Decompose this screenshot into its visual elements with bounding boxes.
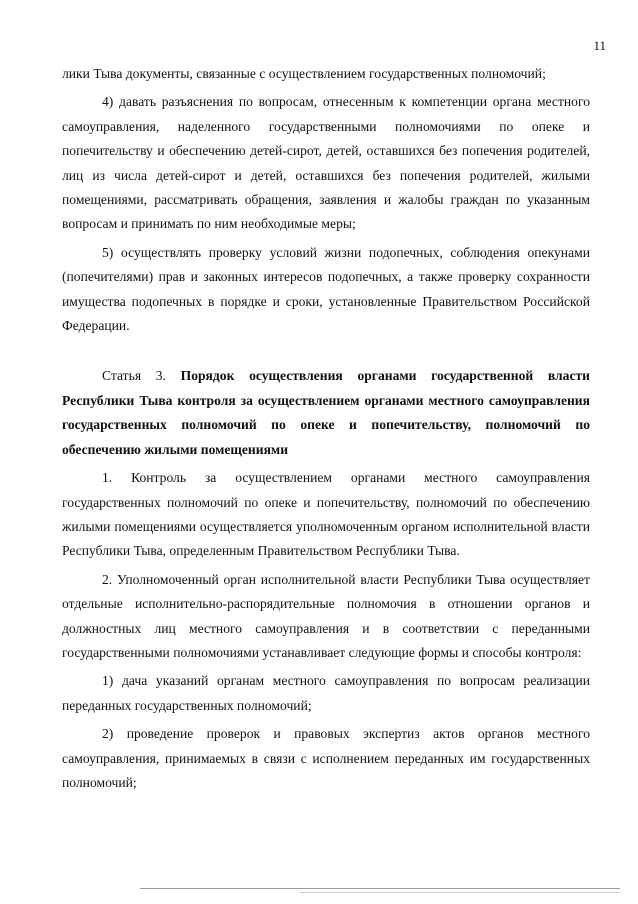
document-body (62, 62, 590, 795)
paragraph-subitem-1: 1) дача указаний органам местного самоуправления по вопросам реализации переданных государственных полномочий; (62, 673, 590, 713)
paragraph-clause-2: 2. Уполномоченный орган исполнительной власти Республики Тыва осуществляет отдельные исполнительно-распорядительные полномочия в отношении органов и должностных лиц местного самоуправления и в соответствии с переданными государственными полномочиями устанавливает следующие формы и способы контроля: (62, 571, 590, 660)
article-title: Порядок осуществления органами государственной власти Республики Тыва контроля за осуществлением органами местного самоуправления государственных полномочий по опеке и попечительству, полномочий по обеспечению жилыми помещениями (62, 368, 591, 457)
page-number: 11 (593, 38, 606, 53)
paragraph-clause-1: 1. Контроль за осуществлением органами местного самоуправления государственных полномочий по опеке и попечительству, полномочий по обеспечению жилыми помещениями осуществляется уполномоченным органом исполнительной власти Республики Тыва, определенным Правительством Республики Тыва. (62, 470, 590, 559)
scan-edge-line-secondary (300, 892, 620, 893)
scan-edge-line (140, 888, 620, 889)
paragraph-continuation: лики Тыва документы, связанные с осуществлением государственных полномочий; (62, 66, 546, 81)
paragraph-item-5: 5) осуществлять проверку условий жизни подопечных, соблюдения опекунами (попечителями) прав и законных интересов подопечных, а также проверку сохранности имущества подопечных в порядке и сроки, установленные Правительством Российской Федерации. (62, 244, 590, 334)
paragraph-subitem-2: 2) проведение проверок и правовых экспертиз актов органов местного самоуправления, принимаемых в связи с исполнением переданных им государственных полномочий; (62, 726, 590, 790)
article-heading (62, 364, 590, 462)
paragraph-item-4: 4) давать разъяснения по вопросам, отнесенным к компетенции органа местного самоуправления, наделенного государственными полномочиями по опеке и попечительству и обеспечению детей-сирот, детей, оставшихся без попечения родителей, лиц из числа детей-сирот и детей, оставшихся без попечения родителей, жилыми помещениями, рассматривать обращения, заявления и жалобы граждан по указанным вопросам и принимать по ним необходимые меры; (62, 94, 590, 232)
article-number: Статья 3. (102, 368, 181, 384)
